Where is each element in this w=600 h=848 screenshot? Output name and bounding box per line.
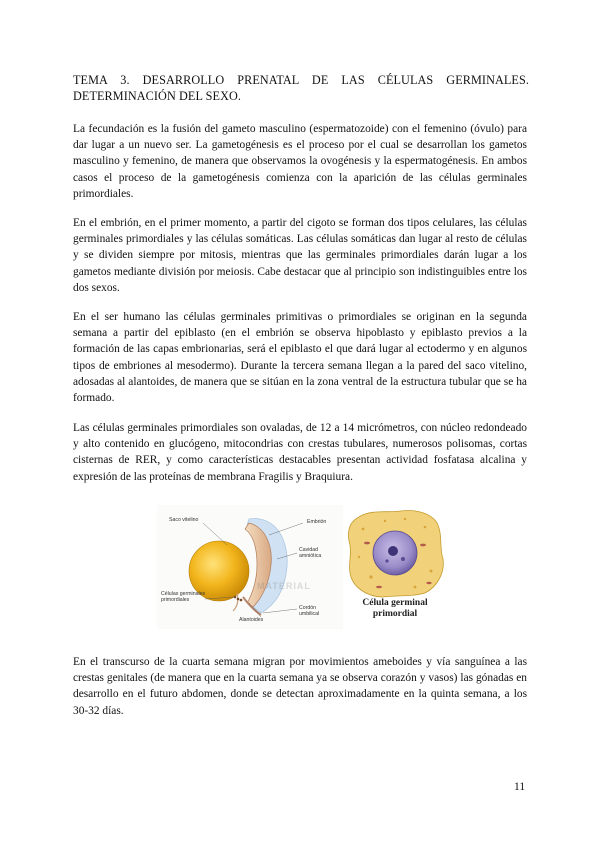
paragraph-migracion: En el transcurso de la cuarta semana migran por movimientos ameboides y vía sanguínea a las crestas genitales (de manera que en la cuarta semana ya se observa corazón y vasos) las gónadas en desarrollo en el futuro abdomen, donde se detectan aproximadamente en la quinta semana, a los 30-32 días.	[73, 656, 527, 717]
page-number: 11	[514, 781, 526, 793]
paragraph-origen: En el ser humano las células germinales primitivas o primordiales se originan en la segunda semana a partir del epiblasto (en el embrión se observa hipoblasto y epiblasto previos a la formación de las capas embrionarias, será el epiblasto el que dará lugar al ectodermo y en algunos tipos de embriones al mesodermo). Durante la tercera semana llegan a la pared del saco vitelino, adosadas al alantoides, de manera que se sitúan en la zona ventral de la estructura tubular que se ha formado.	[73, 311, 527, 405]
paragraph-fecundacion: La fecundación es la fusión del gameto masculino (espermatozoide) con el femenino (óvulo) para dar lugar a un nuevo ser. La gametogénesis es el proceso por el cual se desarrollan los gametos masculino y femenino, de manera que observamos la ovogénesis y la espermatogénesis. En ambos casos el proceso de la gametogénesis comienza con la aparición de las células germinales primordiales.	[73, 123, 527, 200]
caption-line-1: Célula germinal	[362, 598, 428, 608]
label-celulas-germinales: Células germinales primordiales	[161, 591, 206, 603]
watermark: MATERIAL	[257, 581, 311, 591]
label-embrion: Embrión	[307, 519, 327, 525]
page-title: TEMA 3. DESARROLLO PRENATAL DE LAS CÉLULAS GERMINALES. DETERMINACIÓN DEL SEXO.	[73, 73, 529, 103]
paragraph-caracteristicas: Las células germinales primordiales son ovaladas, de 12 a 14 micrómetros, con núcleo redondeado y alto contenido en glucógeno, mitocondrias con crestas tubulares, numerosos polisomas, cortas cisternas de RER, y como características destacables presentan actividad fosfatasa alcalina y expresión de las proteínas de membrana Fragilis y Braquiura.	[73, 422, 527, 483]
label-alantoides: Alantoides	[239, 617, 264, 623]
label-cordon-umbilical: Cordón umbilical	[299, 605, 320, 617]
germ-cell-graphic	[345, 507, 445, 599]
label-cavidad-amniotica: Cavidad amniótica	[299, 547, 322, 559]
label-saco-vitelino: Saco vitelino	[169, 517, 199, 523]
figure-caption	[345, 598, 445, 620]
caption-line-2: primordial	[372, 609, 418, 619]
embryo-diagram	[157, 505, 343, 629]
paragraph-embrion: En el embrión, en el primer momento, a partir del cigoto se forman dos tipos celulares, las células germinales primordiales y las células somáticas. Las células somáticas dan lugar al resto de células y se dividen siempre por mitosis, mientras que las germinales primordiales darán lugar a los gametos mediante división por meiosis. Cabe destacar que al principio son indistinguibles entre los dos sexos.	[73, 217, 527, 294]
